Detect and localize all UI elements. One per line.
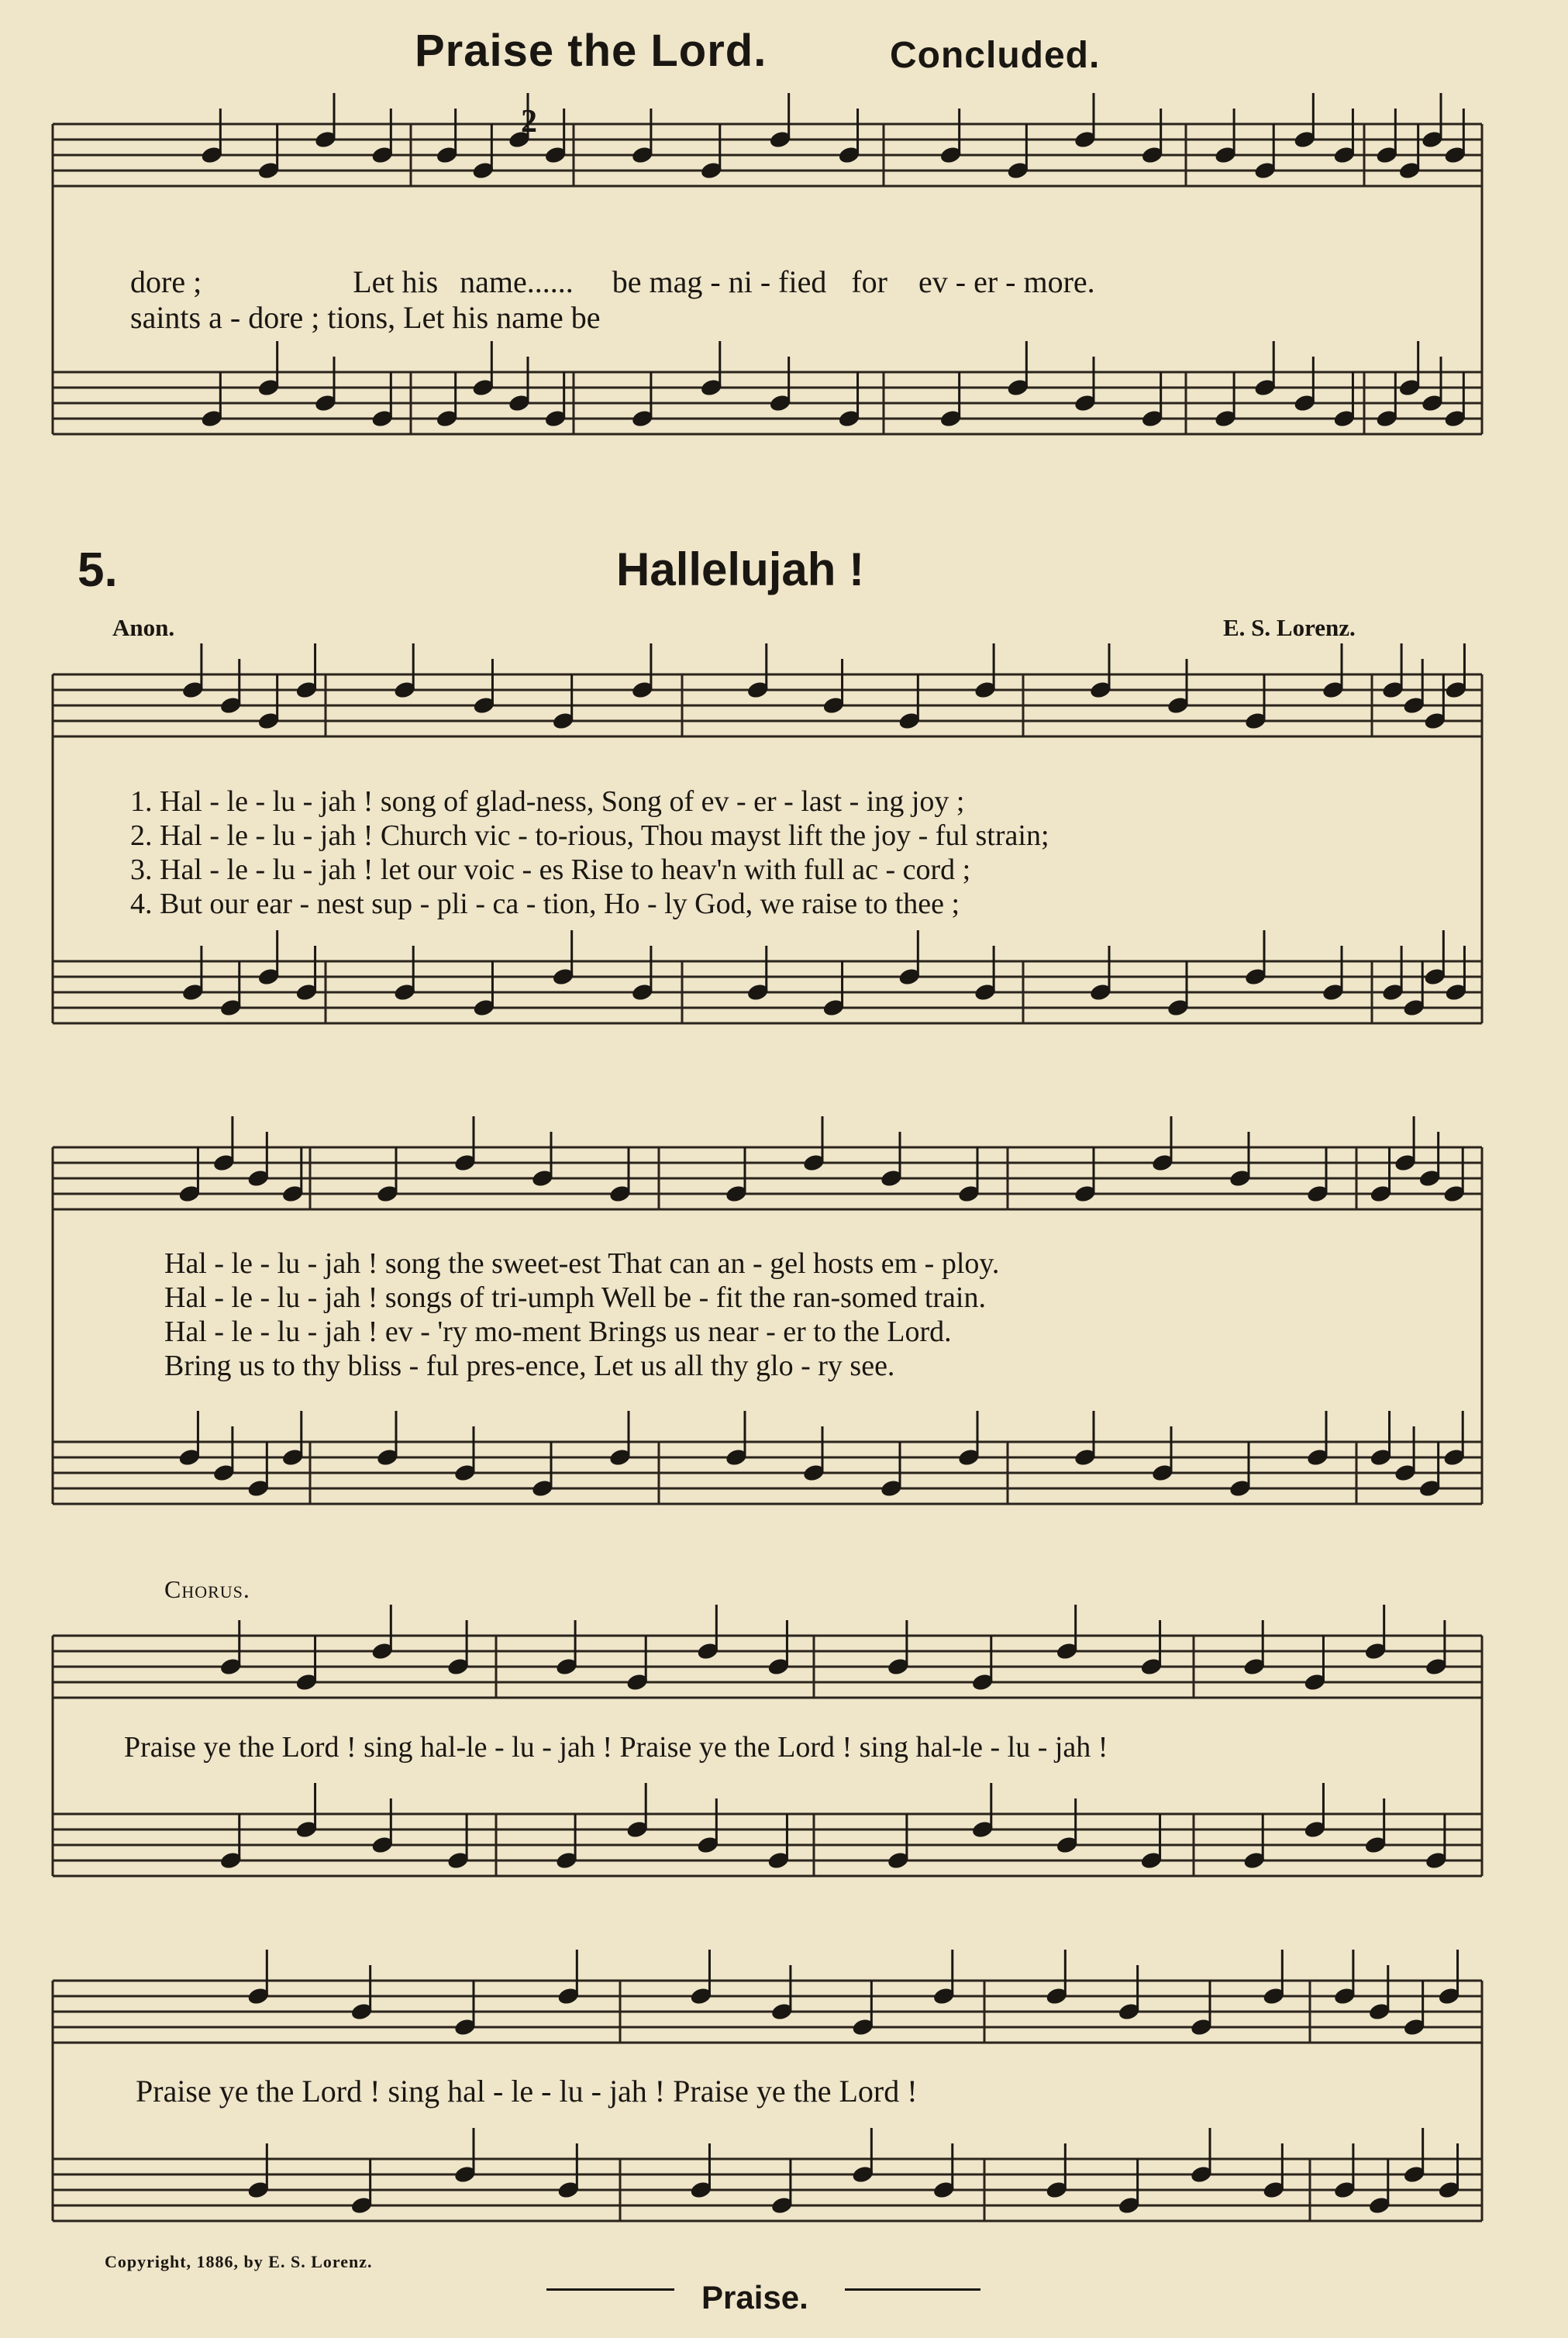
lyric-line: saints a - dore ; tions, Let his name be	[130, 300, 601, 335]
section-label: Praise.	[701, 2279, 808, 2316]
verse-line: Bring us to thy bliss - ful pres-ence, Let us all thy glo - ry see.	[164, 1350, 895, 1382]
note-marks	[177, 93, 1468, 2216]
ending-mark: 2	[521, 104, 537, 140]
verse-line: 1. Hal - le - lu - jah ! song of glad-ness, Song of ev - er - last - ing joy ;	[130, 785, 965, 818]
copyright-notice: Copyright, 1886, by E. S. Lorenz.	[105, 2252, 373, 2271]
verse-line: Hal - le - lu - jah ! ev - 'ry mo-ment Brings us near - er to the Lord.	[164, 1316, 952, 1348]
chorus-label: Chorus.	[164, 1575, 250, 1603]
verse-line: 2. Hal - le - lu - jah ! Church vic - to-rious, Thou mayst lift the joy - ful strain;	[130, 819, 1049, 852]
verse-line: Hal - le - lu - jah ! songs of tri-umph Well be - fit the ran-somed train.	[164, 1281, 986, 1314]
verse-line: 4. But our ear - nest sup - pli - ca - tion, Ho - ly God, we raise to thee ;	[130, 888, 960, 920]
chorus-line: Praise ye the Lord ! sing hal - le - lu - jah ! Praise ye the Lord !	[136, 2074, 918, 2109]
footer-rule-right	[845, 2288, 980, 2291]
verse-line: 3. Hal - le - lu - jah ! let our voic - es Rise to heav'n with full ac - cord ;	[130, 853, 971, 886]
composer-credit: E. S. Lorenz.	[1223, 614, 1356, 641]
hymn-number: 5.	[78, 543, 118, 597]
chorus-line: Praise ye the Lord ! sing hal-le - lu - jah ! Praise ye the Lord ! sing hal-le - lu - jah !	[124, 1731, 1108, 1764]
page-subtitle: Concluded.	[890, 35, 1101, 76]
hymn-title: Hallelujah !	[616, 543, 865, 595]
author-credit: Anon.	[112, 614, 175, 641]
verse-line: Hal - le - lu - jah ! song the sweet-est That can an - gel hosts em - ploy.	[164, 1247, 1000, 1280]
page-title: Praise the Lord.	[415, 26, 767, 76]
footer-rule-left	[546, 2288, 674, 2291]
lyric-line: dore ; Let his name...... be mag - ni - fied for ev - er - more.	[130, 264, 1095, 299]
